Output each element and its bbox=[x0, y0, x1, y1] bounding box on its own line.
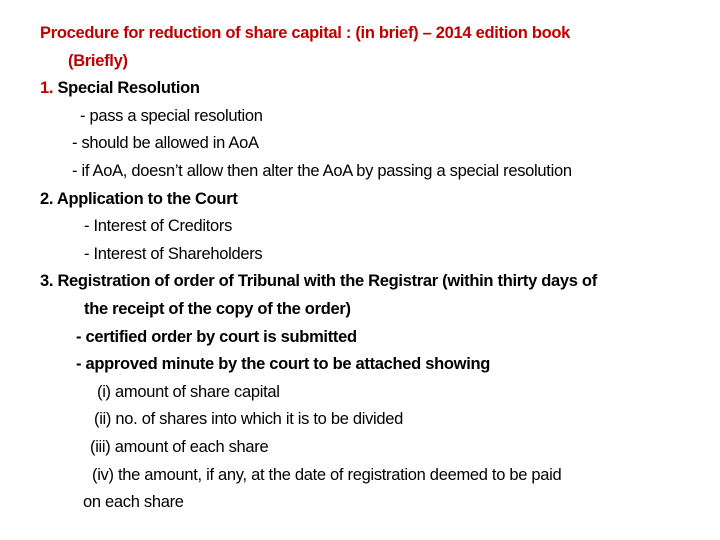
text-line-18 bbox=[0, 489, 720, 517]
text-segment: on each share bbox=[83, 493, 184, 512]
text-line-17 bbox=[0, 462, 720, 490]
text-line-11 bbox=[0, 296, 720, 324]
text-line-2 bbox=[0, 48, 720, 76]
text-line-15 bbox=[0, 406, 720, 434]
text-segment: - should be allowed in AoA bbox=[72, 134, 259, 153]
text-line-13 bbox=[0, 351, 720, 379]
text-line-14 bbox=[0, 379, 720, 407]
text-segment: - pass a special resolution bbox=[80, 106, 263, 125]
text-segment: (Briefly) bbox=[68, 51, 128, 70]
text-segment: (ii) no. of shares into which it is to be divided bbox=[94, 410, 404, 429]
text-segment: (iv) the amount, if any, at the date of registration deemed to be paid bbox=[92, 465, 562, 484]
slide-text-block bbox=[0, 20, 720, 517]
text-line-3 bbox=[0, 75, 720, 103]
text-segment: (iii) amount of each share bbox=[90, 437, 269, 456]
text-segment: the receipt of the copy of the order) bbox=[84, 299, 351, 318]
text-segment: (i) amount of share capital bbox=[97, 382, 280, 401]
text-segment: - if AoA, doesn’t allow then alter the AoA by passing a special resolution bbox=[72, 161, 572, 180]
text-segment: - certified order by court is submitted bbox=[76, 327, 357, 346]
text-segment: 1. bbox=[40, 79, 54, 98]
text-segment: - Interest of Creditors bbox=[84, 217, 233, 236]
text-line-5 bbox=[0, 130, 720, 158]
text-segment: - Interest of Shareholders bbox=[84, 244, 263, 263]
text-line-12 bbox=[0, 324, 720, 352]
text-line-7 bbox=[0, 186, 720, 214]
text-segment: - approved minute by the court to be attached showing bbox=[76, 355, 491, 374]
text-line-16 bbox=[0, 434, 720, 462]
text-line-6 bbox=[0, 158, 720, 186]
text-segment: Procedure for reduction of share capital : (in brief) – 2014 edition book bbox=[40, 24, 571, 42]
text-segment: 3. Registration of order of Tribunal with the Registrar (within thirty days of bbox=[40, 272, 597, 291]
text-line-1 bbox=[0, 20, 720, 48]
text-line-4 bbox=[0, 103, 720, 131]
text-segment: Special Resolution bbox=[53, 79, 200, 98]
text-line-8 bbox=[0, 213, 720, 241]
text-segment: 2. Application to the Court bbox=[40, 189, 238, 208]
text-line-10 bbox=[0, 268, 720, 296]
text-line-9 bbox=[0, 241, 720, 269]
